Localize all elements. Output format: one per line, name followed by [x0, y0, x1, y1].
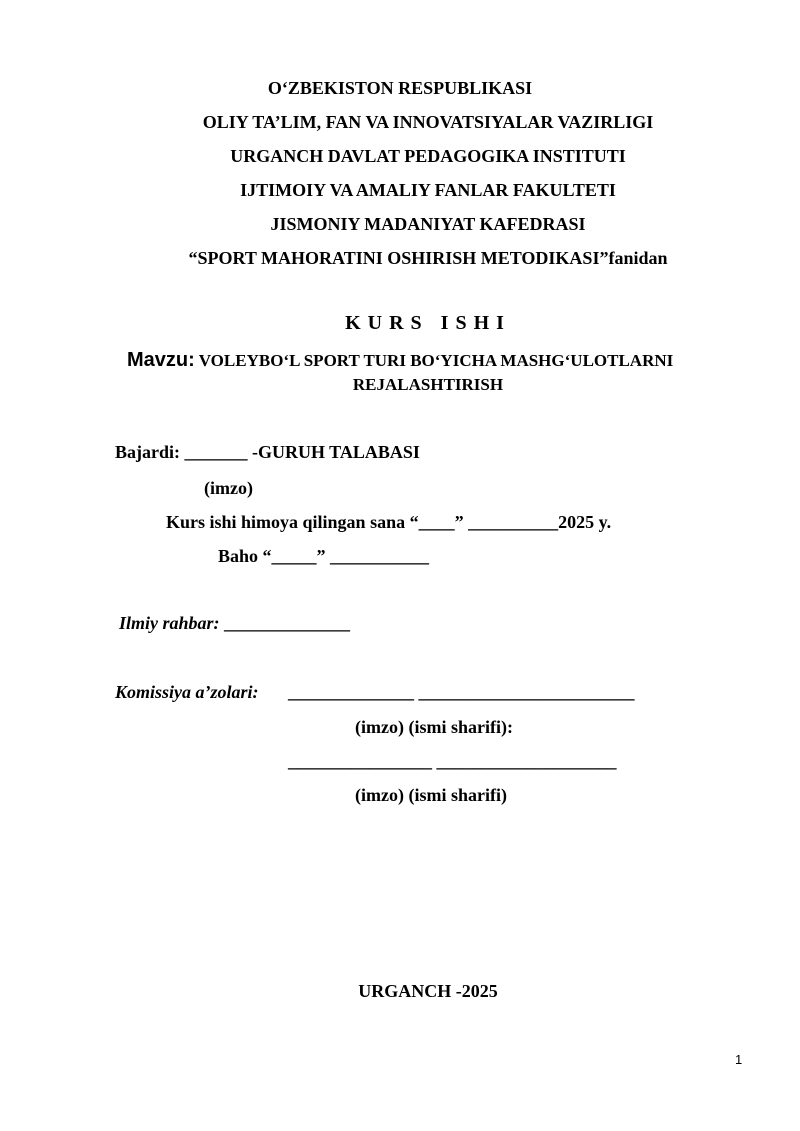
student-signature-note: (imzo)	[204, 478, 253, 498]
header-republic: O‘ZBEKISTON RESPUBLIKASI	[267, 78, 533, 98]
commission-caption-2: (imzo) (ismi sharifi)	[355, 785, 507, 805]
header-ministry: OLIY TA’LIM, FAN VA INNOVATSIYALAR VAZIRLIGI	[202, 112, 654, 132]
grade: Baho “_____” ___________	[218, 546, 430, 566]
topic-text-1: VOLEYBO‘L SPORT TURI BO‘YICHA MASHG‘ULOTLARNI	[194, 351, 674, 370]
supervisor-label: Ilmiy rahbar:	[119, 613, 220, 633]
student-performed-by: Bajardi: _______ -GURUH TALABASI	[115, 442, 420, 462]
supervisor-blank: ______________	[219, 613, 351, 633]
topic-line-2: REJALASHTIRISH	[352, 375, 504, 394]
header-department: JISMONIY MADANIYAT KAFEDRASI	[270, 214, 586, 234]
header-institute: URGANCH DAVLAT PEDAGOGIKA INSTITUTI	[230, 146, 626, 166]
commission-line-1: ______________ ________________________	[288, 682, 635, 702]
supervisor-line	[119, 612, 350, 634]
course-title: KURS ISHI	[345, 312, 511, 334]
commission-label: Komissiya a’zolari:	[115, 682, 259, 702]
footer-city-year: URGANCH -2025	[358, 981, 498, 1001]
defense-date: Kurs ishi himoya qilingan sana “____” __________2025 y.	[166, 512, 612, 532]
commission-caption-1: (imzo) (ismi sharifi):	[355, 717, 513, 737]
commission-line-2: ________________ ____________________	[288, 751, 617, 771]
topic-line-1	[127, 349, 673, 372]
header-faculty: IJTIMOIY VA AMALIY FANLAR FAKULTETI	[240, 180, 616, 200]
topic-label: Mavzu:	[127, 349, 195, 371]
header-subject: “SPORT MAHORATINI OSHIRISH METODIKASI”fanidan	[188, 248, 668, 268]
page-number: 1	[735, 1052, 743, 1067]
